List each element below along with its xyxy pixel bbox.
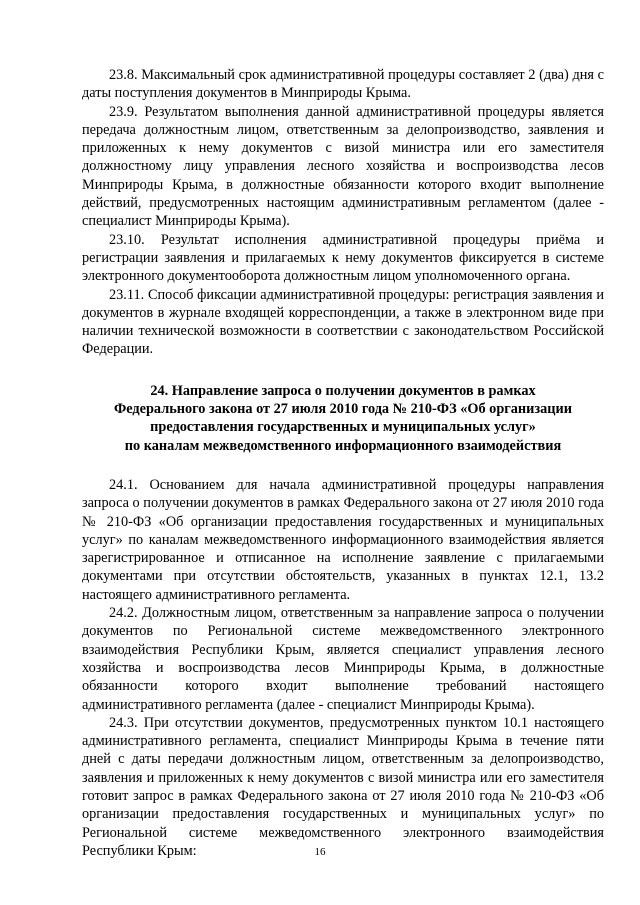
page-number: 16 — [314, 846, 326, 858]
paragraph-23-9: 23.9. Результатом выполнения данной административной процедуры является передача должностным лицом, ответственным за делопроизводство, заявления и приложенных к нему документов с визой министра или его заместителя должностному лицу управления лесного хозяйства и воспроизводства лесов Минприроды Крыма, в должностные обязанности которого входит выполнение действий, предусмотренных настоящим административным регламентом (далее - специалист Минприроды Крыма). — [82, 103, 604, 230]
paragraph-24-1: 24.1. Основанием для начала административной процедуры направления запроса о получении документов в рамках Федерального закона от 27 июля 2010 года № 210-ФЗ «Об организации предоставления государственных и муниципальных услуг» по каналам межведомственного информационного взаимодействия является зарегистрированное и отписанное на исполнение заявление с прилагаемыми документами при отсутствии обстоятельств, указанных в пунктах 12.1, 13.2 настоящего административного регламента. — [82, 476, 604, 603]
section-24-heading — [82, 382, 604, 455]
paragraph-23-10: 23.10. Результат исполнения административной процедуры приёма и регистрации заявления и прилагаемых к нему документов фиксируется в системе электронного документооборота должностным лицом уполномоченного органа. — [82, 231, 604, 285]
page-content — [82, 66, 604, 860]
paragraph-23-8: 23.8. Максимальный срок административной процедуры составляет 2 (два) дня с даты поступления документов в Минприроды Крыма. — [82, 67, 604, 102]
paragraph-23-11: 23.11. Способ фиксации административной процедуры: регистрация заявления и документов в журнале входящей корреспонденции, а также в электронном виде при наличии технической возможности в соответствии с законодательством Российской Федерации. — [82, 286, 604, 358]
paragraph-24-2: 24.2. Должностным лицом, ответственным за направление запроса о получении документов по Региональной системе межведомственного электронного взаимодействия Республики Крым, является специалист управления лесного хозяйства и воспроизводства лесов Минприроды Крыма, в должностные обязанности которого входит выполнение требований настоящего административного регламента (далее - специалист Минприроды Крыма). — [82, 605, 604, 713]
heading-line-2: Федерального закона от 27 июля 2010 года № 210-ФЗ «Об организации — [113, 401, 573, 418]
heading-line-3: предоставления государственных и муниципальных услуг» — [150, 419, 536, 436]
heading-line-4: по каналам межведомственного информационного взаимодействия — [124, 437, 562, 454]
heading-line-1: 24. Направление запроса о получении документов в рамках — [150, 382, 536, 399]
paragraph-24-3: 24.3. При отсутствии документов, предусмотренных пунктом 10.1 настоящего административного регламента, специалист Минприроды Крыма в течение пяти дней с даты передачи должностным лицом, ответственным за делопроизводство, заявления и приложенных к нему документов с визой министра или его заместителя готовит запрос в рамках Федерального закона от 27 июля 2010 года № 210-ФЗ «Об организации предоставления государственных и муниципальных услуг» по Региональной системе межведомственного электронного взаимодействия Республики Крым: — [82, 714, 604, 859]
